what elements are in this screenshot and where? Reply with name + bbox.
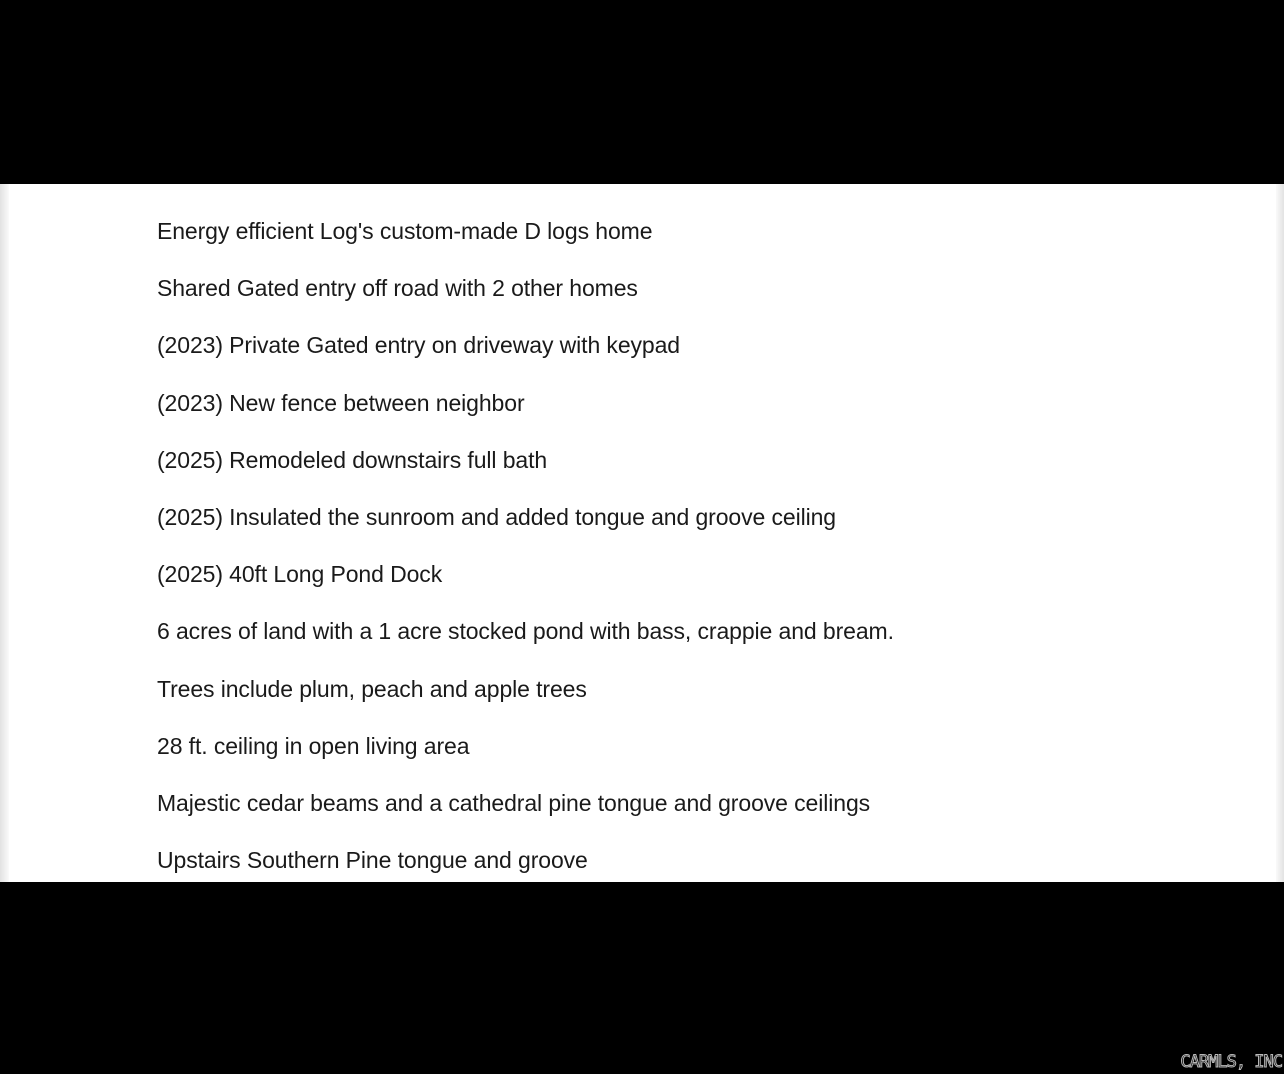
watermark-text: CARMLS, INC bbox=[1180, 1052, 1282, 1072]
document-page bbox=[0, 184, 1284, 882]
feature-line: (2023) Private Gated entry on driveway with keypad bbox=[157, 332, 680, 359]
feature-line: Shared Gated entry off road with 2 other homes bbox=[157, 275, 638, 302]
page-left-edge bbox=[0, 184, 9, 882]
feature-line: Upstairs Southern Pine tongue and groove bbox=[157, 847, 588, 874]
feature-line: (2025) Remodeled downstairs full bath bbox=[157, 446, 548, 473]
feature-line: (2025) Insulated the sunroom and added tongue and groove ceiling bbox=[157, 503, 836, 530]
page-right-edge bbox=[1276, 184, 1284, 882]
feature-line: 6 acres of land with a 1 acre stocked pond with bass, crappie and bream. bbox=[157, 618, 894, 645]
feature-line: 28 ft. ceiling in open living area bbox=[157, 732, 470, 759]
feature-line: (2023) New fence between neighbor bbox=[157, 389, 525, 416]
feature-list bbox=[157, 214, 894, 882]
feature-line: Trees include plum, peach and apple trees bbox=[157, 675, 587, 702]
feature-line: Energy efficient Log's custom-made D logs home bbox=[157, 218, 653, 244]
feature-line: Majestic cedar beams and a cathedral pine tongue and groove ceilings bbox=[157, 789, 871, 816]
feature-line: (2025) 40ft Long Pond Dock bbox=[157, 561, 443, 588]
